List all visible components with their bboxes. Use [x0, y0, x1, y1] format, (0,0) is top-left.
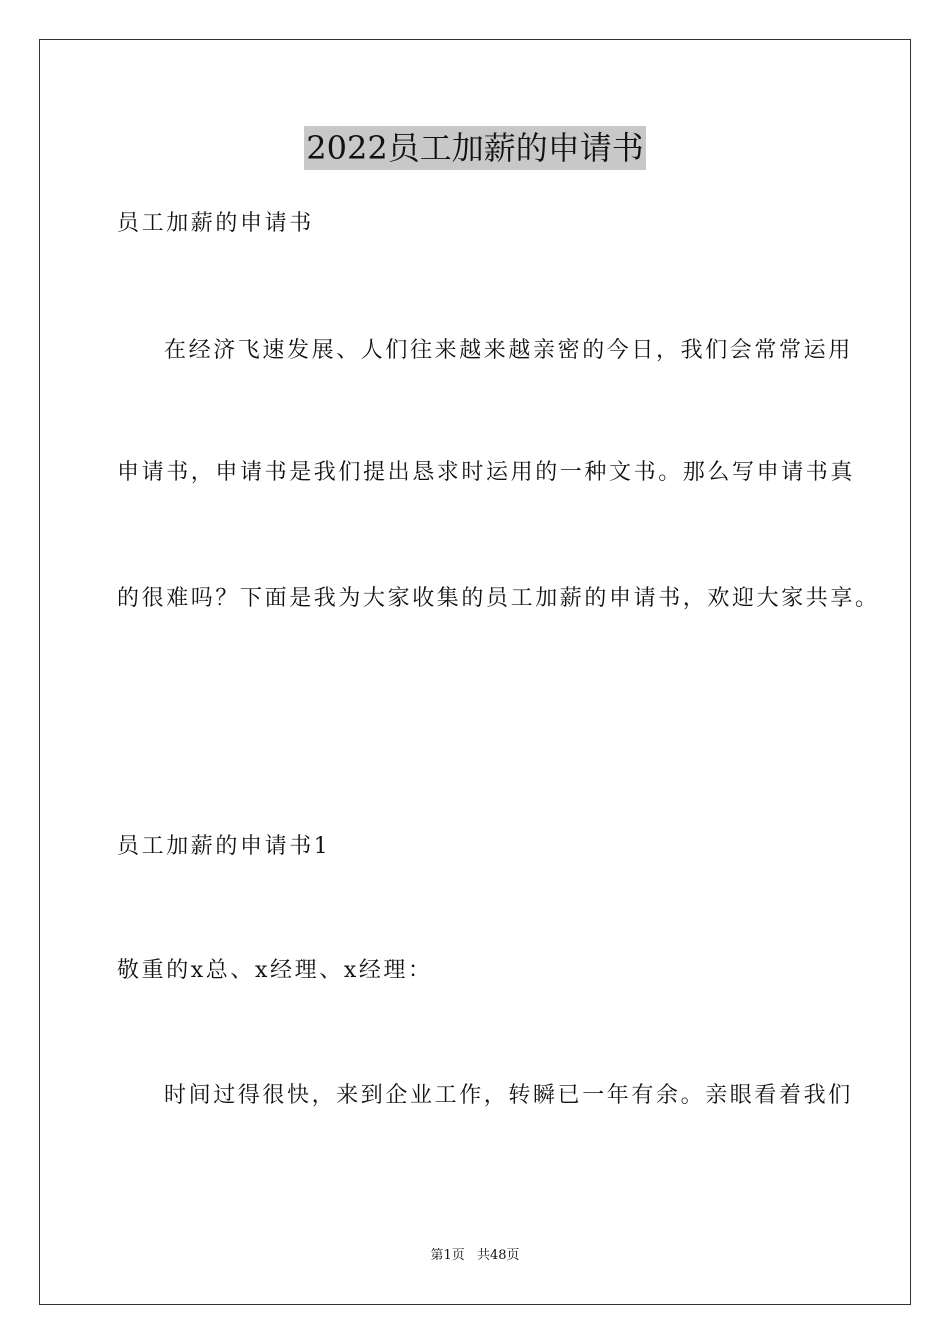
section-heading: 员工加薪的申请书1 — [117, 834, 331, 859]
paragraph-line: 时间过得很快，来到企业工作，转瞬已一年有余。亲眼看着我们 — [164, 1083, 853, 1108]
document-title: 2022员工加薪的申请书 — [304, 126, 645, 170]
paragraph-line: 在经济飞速发展、人们往来越来越亲密的今日，我们会常常运用 — [164, 338, 853, 363]
page-number: 第1页 — [430, 1248, 465, 1263]
salutation-line: 敬重的x总、x经理、x经理： — [117, 958, 433, 983]
page-total: 共48页 — [476, 1248, 520, 1263]
paragraph-line: 的很难吗？下面是我为大家收集的员工加薪的申请书，欢迎大家共享。 — [117, 586, 880, 611]
page-footer — [0, 1247, 950, 1265]
title-container — [0, 126, 950, 170]
subtitle-line: 员工加薪的申请书 — [117, 211, 314, 236]
paragraph-line: 申请书，申请书是我们提出恳求时运用的一种文书。那么写申请书真 — [117, 460, 856, 485]
